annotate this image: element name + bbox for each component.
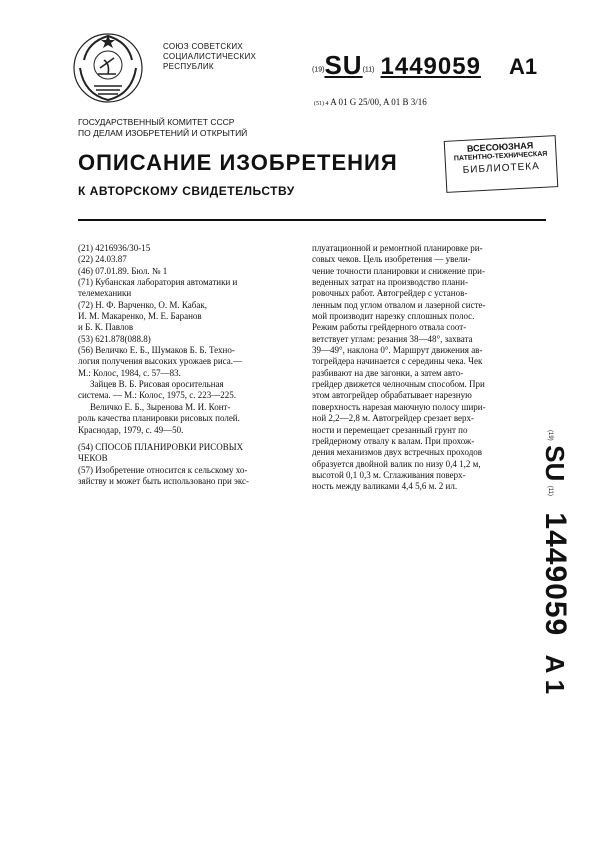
text-line: ной 2,2—2,8 м. Автогрейдер срезает верх- [312, 413, 475, 424]
text-line: Величко Е. Б., Зыренова М. И. Конт- [90, 401, 231, 412]
text-line: телемеханики [78, 288, 132, 299]
patent-number: 1449059 [539, 512, 572, 637]
text-line: ветствует углам: резания 38—48°, захвата [312, 333, 473, 344]
text-line: (56) Величко Е. Б., Шумаков Б. Б. Техно- [78, 345, 235, 356]
ipc-codes: A 01 G 25/00, A 01 B 3/16 [330, 97, 427, 107]
text-line: тогрейдера начинается с середины чека. Чек [312, 356, 483, 367]
divider [78, 219, 546, 221]
text-line: чение точности планировки и снижение при- [312, 265, 485, 276]
text-line: (21) 4216936/30-15 [78, 243, 151, 253]
text-line: дения механизмов двух встречных проходов [312, 447, 483, 458]
bibliographic-column [78, 243, 302, 487]
union-line: РЕСПУБЛИК [163, 62, 214, 71]
country-code: SU [540, 445, 570, 482]
text-line: ленным под углом отвалом и лазерной систе- [312, 299, 486, 310]
code-51: (51) 4 [314, 101, 329, 107]
vertical-patent-label [539, 430, 573, 695]
document-title: ОПИСАНИЕ ИЗОБРЕТЕНИЯ [78, 150, 398, 175]
union-line: СОЮЗ СОВЕТСКИХ [163, 42, 244, 51]
country-code: SU [324, 50, 363, 80]
text-line: (53) 621.878(088.8) [78, 333, 151, 344]
code-11: (11) [362, 66, 375, 74]
text-line: система. — М.: Колос, 1975, с. 223—225. [78, 390, 237, 401]
document-subtitle: К АВТОРСКОМУ СВИДЕТЕЛЬСТВУ [78, 184, 295, 198]
stamp-line: ПАТЕНТНО-ТЕХНИЧЕСКАЯ [453, 150, 548, 163]
text-line: грейдерному отвалу к валам. При прохож- [312, 435, 475, 446]
code-19: (19) [312, 66, 325, 74]
text-line: и Б. К. Павлов [78, 322, 134, 333]
committee-name [78, 117, 247, 139]
text-line: М.: Колос, 1984, с. 57—83. [78, 367, 181, 378]
union-name [163, 42, 256, 72]
text-line: мой производит нарезку сплошных полос. [312, 311, 475, 322]
text-line: И. М. Макаренко, М. Е. Баранов [78, 311, 202, 322]
text-line: (22) 24.03.87 [78, 254, 127, 265]
code-11: (11) [547, 485, 554, 496]
invention-title-line: (54) СПОСОБ ПЛАНИРОВКИ РИСОВЫХ [78, 441, 244, 452]
text-line: (71) Кубанская лаборатория автоматики и [78, 277, 238, 288]
text-line: роль качества планировки рисовых полей. [78, 413, 240, 424]
library-stamp [444, 135, 559, 193]
union-line: СОЦИАЛИСТИЧЕСКИХ [163, 52, 257, 61]
patent-number: 1449059 [380, 53, 481, 80]
text-line: плуатационной и ремонтной планировке ри- [312, 243, 483, 253]
text-line: 39—49°, наклона 0°. Маршрут движения ав- [312, 345, 483, 356]
kind-code: A1 [508, 54, 538, 79]
text-line: высотой 0,1 0,3 м. Сглаживания поверх- [312, 469, 466, 480]
text-line: Зайцев В. Б. Рисовая оросительная [90, 379, 224, 390]
text-line: (57) Изобретение относится к сельскому хо- [78, 464, 248, 475]
stamp-line: ВСЕСОЮЗНАЯ [466, 140, 534, 154]
text-line: (46) 07.01.89. Бюл. № 1 [78, 265, 168, 276]
text-line: зяйству и может быть использовано при экс- [78, 475, 250, 486]
text-line: Краснодар, 1979, с. 49—50. [78, 424, 184, 435]
kind-code: A 1 [540, 654, 570, 695]
stamp-line: БИБЛИОТЕКА [462, 160, 541, 177]
ipc-classification [314, 97, 427, 107]
text-line: грейдер движется челночным способом. При [312, 379, 485, 390]
abstract-column [312, 243, 546, 493]
patent-number-block [312, 50, 537, 81]
text-line: ность между валиками 4,4 5,6 м. 2 ил. [312, 481, 458, 492]
text-line: логия получения высоких урожаев риса.— [78, 356, 242, 367]
text-line: разбивают на две загонки, а затем авто- [312, 367, 464, 378]
text-line: ности и перемещает срезанный грунт по [312, 424, 468, 435]
committee-line: ГОСУДАРСТВЕННЫЙ КОМИТЕТ СССР [78, 117, 235, 127]
text-line: поверхность нарезая маючную полосу шири- [312, 401, 486, 412]
committee-line: ПО ДЕЛАМ ИЗОБРЕТЕНИЙ И ОТКРЫТИЙ [78, 128, 248, 138]
text-line: Режим работы грейдерного отвала соот- [312, 322, 467, 333]
text-line: совых чеков. Цель изобретения — увели- [312, 254, 471, 265]
text-line: ровочных работ. Автогрейдер с установ- [312, 288, 468, 299]
text-line: этом автогрейдер обрабатывает нарезную [312, 390, 472, 401]
text-line: (72) Н. Ф. Варченко, О. М. Кабак, [78, 299, 207, 310]
text-line: образуется двойной валик по низу 0,4 1,2 м, [312, 458, 481, 469]
code-19: (19) [547, 430, 554, 441]
text-line: веденных затрат на производство плани- [312, 277, 468, 288]
invention-title-line: ЧЕКОВ [78, 453, 108, 464]
ussr-emblem-icon [70, 30, 146, 106]
